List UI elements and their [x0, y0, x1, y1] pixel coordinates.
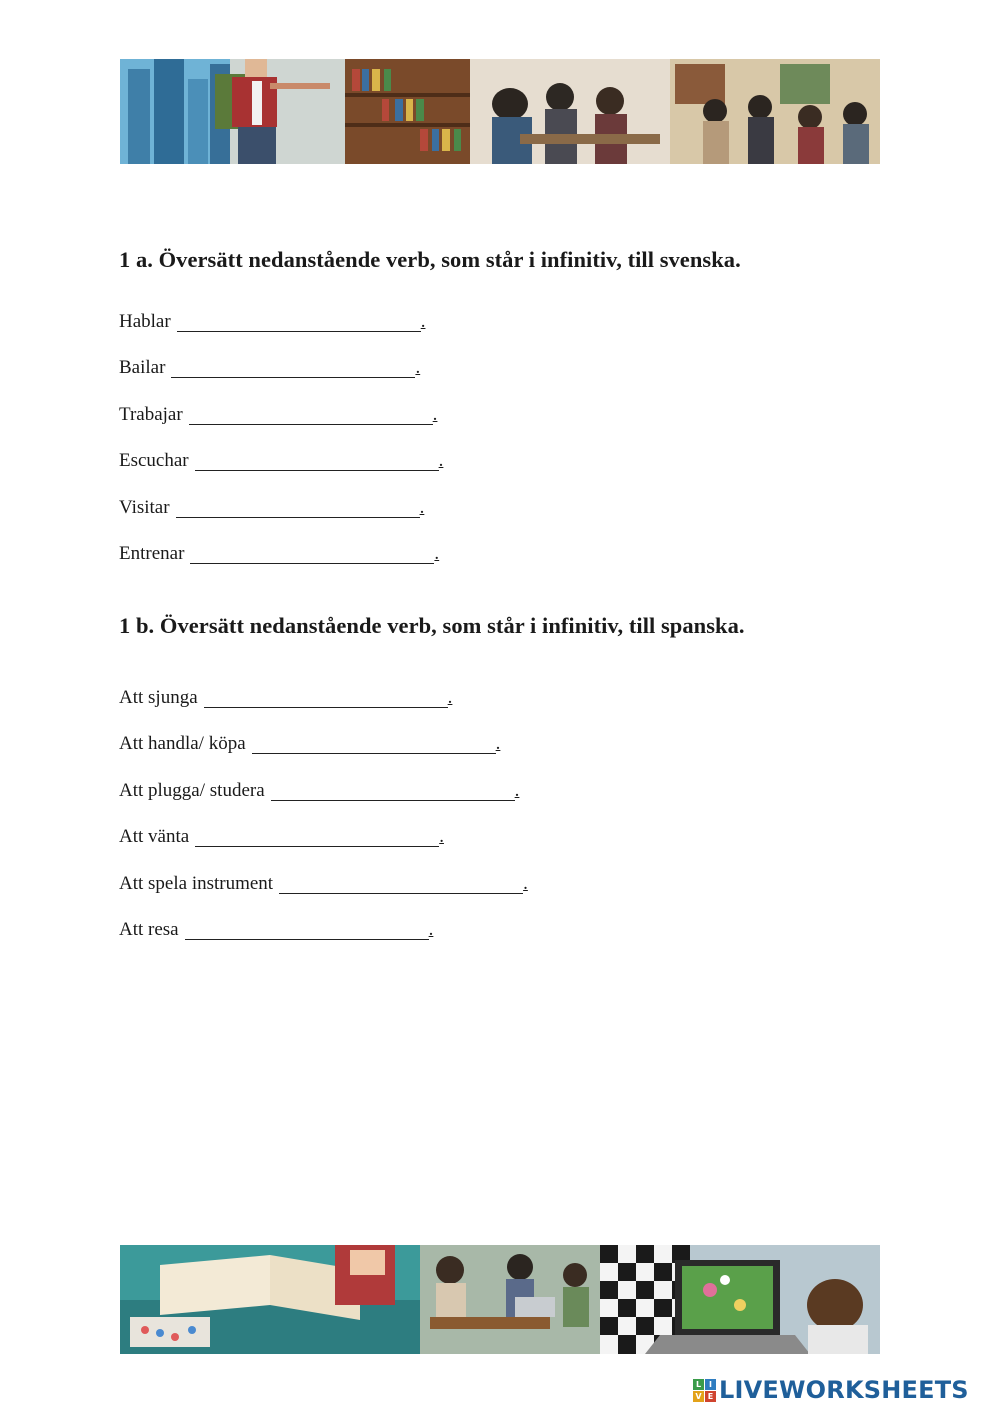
verb-prompt: Att vänta	[119, 826, 190, 848]
line-end: .	[438, 450, 444, 472]
line-end: .	[447, 687, 453, 708]
line-end: .	[432, 403, 438, 425]
line-end: .	[428, 918, 434, 940]
line-end: .	[514, 779, 520, 801]
answer-input[interactable]	[177, 309, 421, 332]
answer-input[interactable]	[195, 448, 439, 471]
verb-prompt: Att resa	[119, 918, 179, 940]
verb-prompt: Att handla/ köpa	[119, 733, 246, 755]
answer-input[interactable]	[190, 541, 434, 564]
liveworksheets-brand	[693, 1376, 969, 1404]
verb-prompt: Att spela instrument	[119, 872, 274, 894]
list-item	[119, 309, 443, 355]
list-item	[119, 448, 443, 494]
list-item	[119, 402, 443, 448]
answer-input[interactable]	[252, 731, 496, 754]
logo-tile: V	[693, 1391, 704, 1402]
answer-input[interactable]	[189, 402, 433, 425]
list-item	[119, 871, 528, 917]
study-illustration	[120, 1245, 880, 1354]
line-end: .	[419, 496, 425, 518]
line-end: .	[523, 872, 528, 894]
answer-input[interactable]	[204, 685, 448, 708]
list-item	[119, 495, 443, 541]
list-item	[119, 685, 528, 731]
list-item	[119, 778, 528, 824]
exercise-b-list	[119, 685, 528, 963]
logo-tile: L	[693, 1379, 704, 1390]
exercise-b-heading: 1 b. Översätt nedanstående verb, som står i infinitiv, till spanska.	[119, 613, 745, 638]
verb-prompt: Escuchar	[119, 450, 189, 472]
line-end: .	[434, 542, 440, 564]
logo-tile: I	[705, 1379, 716, 1390]
verb-prompt: Att sjunga	[119, 687, 198, 708]
exercise-a-heading: 1 a. Översätt nedanstående verb, som står i infinitiv, till svenska.	[119, 247, 741, 272]
line-end: .	[420, 311, 426, 332]
answer-input[interactable]	[185, 917, 429, 940]
liveworksheets-logo-icon	[693, 1379, 716, 1402]
list-item	[119, 355, 443, 401]
answer-input[interactable]	[271, 778, 515, 801]
list-item	[119, 917, 528, 963]
brand-name: LIVEWORKSHEETS	[719, 1376, 969, 1404]
line-end: .	[439, 826, 444, 848]
verb-prompt: Entrenar	[119, 542, 185, 564]
classroom-illustration	[120, 59, 880, 164]
logo-tile: E	[705, 1391, 716, 1402]
verb-prompt: Att plugga/ studera	[119, 779, 265, 801]
verb-prompt: Trabajar	[119, 403, 183, 425]
line-end: .	[495, 733, 501, 755]
answer-input[interactable]	[195, 824, 439, 847]
bottom-banner-image	[120, 1245, 880, 1354]
list-item	[119, 824, 528, 870]
line-end: .	[415, 357, 421, 379]
verb-prompt: Bailar	[119, 357, 166, 379]
answer-input[interactable]	[279, 871, 523, 894]
answer-input[interactable]	[171, 355, 415, 378]
exercise-a-list	[119, 309, 443, 587]
list-item	[119, 541, 443, 587]
answer-input[interactable]	[176, 495, 420, 518]
verb-prompt: Hablar	[119, 311, 171, 332]
top-banner-image	[120, 59, 880, 164]
verb-prompt: Visitar	[119, 496, 170, 518]
list-item	[119, 731, 528, 777]
